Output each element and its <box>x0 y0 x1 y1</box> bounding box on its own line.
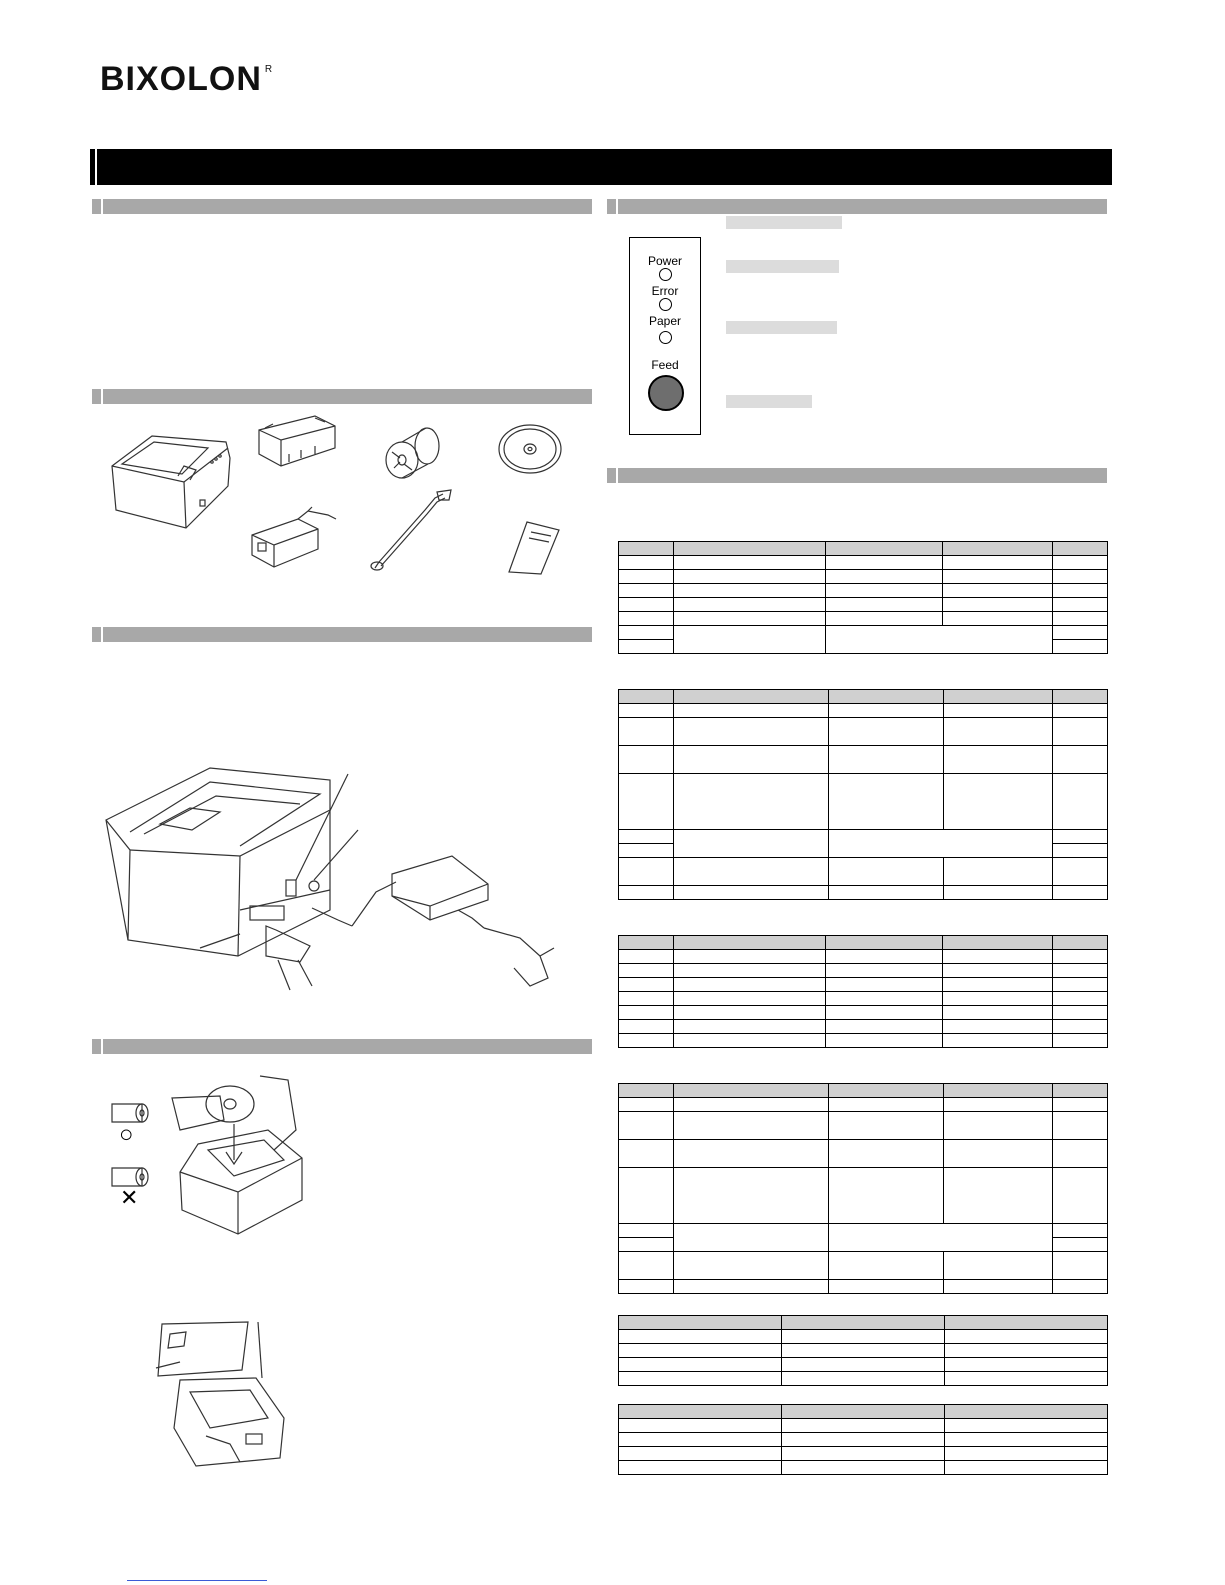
section-bar-connection <box>92 627 592 642</box>
feed-label: Feed <box>651 358 679 372</box>
paper-roll-correct-symbol: ○ <box>119 1121 134 1148</box>
power-led-heading <box>726 216 842 229</box>
power-adapter-illustration <box>248 505 338 575</box>
footer-link-underline[interactable] <box>127 1580 267 1581</box>
setting-table-2 <box>618 1404 1108 1475</box>
registered-mark: R <box>264 64 274 75</box>
section-bar-control-panel <box>607 199 1107 214</box>
power-cord-illustration <box>365 486 455 576</box>
error-led-heading <box>726 260 839 273</box>
section-bar-overview <box>92 199 592 214</box>
cd-illustration <box>497 423 563 475</box>
document-title-bar <box>90 149 1112 185</box>
paper-led-icon <box>659 331 672 344</box>
setting-table-1 <box>618 1315 1108 1386</box>
printer-connection-illustration <box>100 760 560 1000</box>
dip-switch-table-4 <box>618 1083 1108 1294</box>
brand-logo <box>100 60 273 99</box>
printer-illustration <box>108 428 233 540</box>
paper-label: Paper <box>648 314 682 328</box>
feed-button[interactable] <box>648 375 684 411</box>
section-bar-dip-switch <box>607 468 1107 483</box>
dip-switch-table-3 <box>618 935 1108 1048</box>
feed-button-heading <box>726 395 812 408</box>
error-led-icon <box>659 298 672 311</box>
error-label: Error <box>651 284 679 298</box>
power-led-icon <box>659 268 672 281</box>
paper-install-illustration <box>168 1060 308 1240</box>
paper-led-heading <box>726 321 837 334</box>
brand-name: BIXOLON <box>100 60 262 98</box>
dip-switch-table-2 <box>618 689 1108 900</box>
control-panel <box>629 237 701 435</box>
power-label: Power <box>647 254 682 268</box>
paper-roll-illustration <box>382 422 442 482</box>
user-manual-illustration <box>505 518 561 574</box>
paper-sensor-illustration <box>150 1318 290 1468</box>
interface-cover-illustration <box>255 410 337 470</box>
section-bar-contents <box>92 389 592 404</box>
dip-switch-table-1 <box>618 541 1108 654</box>
paper-roll-wrong-symbol: ✕ <box>120 1185 139 1210</box>
section-bar-paper-install <box>92 1039 592 1054</box>
